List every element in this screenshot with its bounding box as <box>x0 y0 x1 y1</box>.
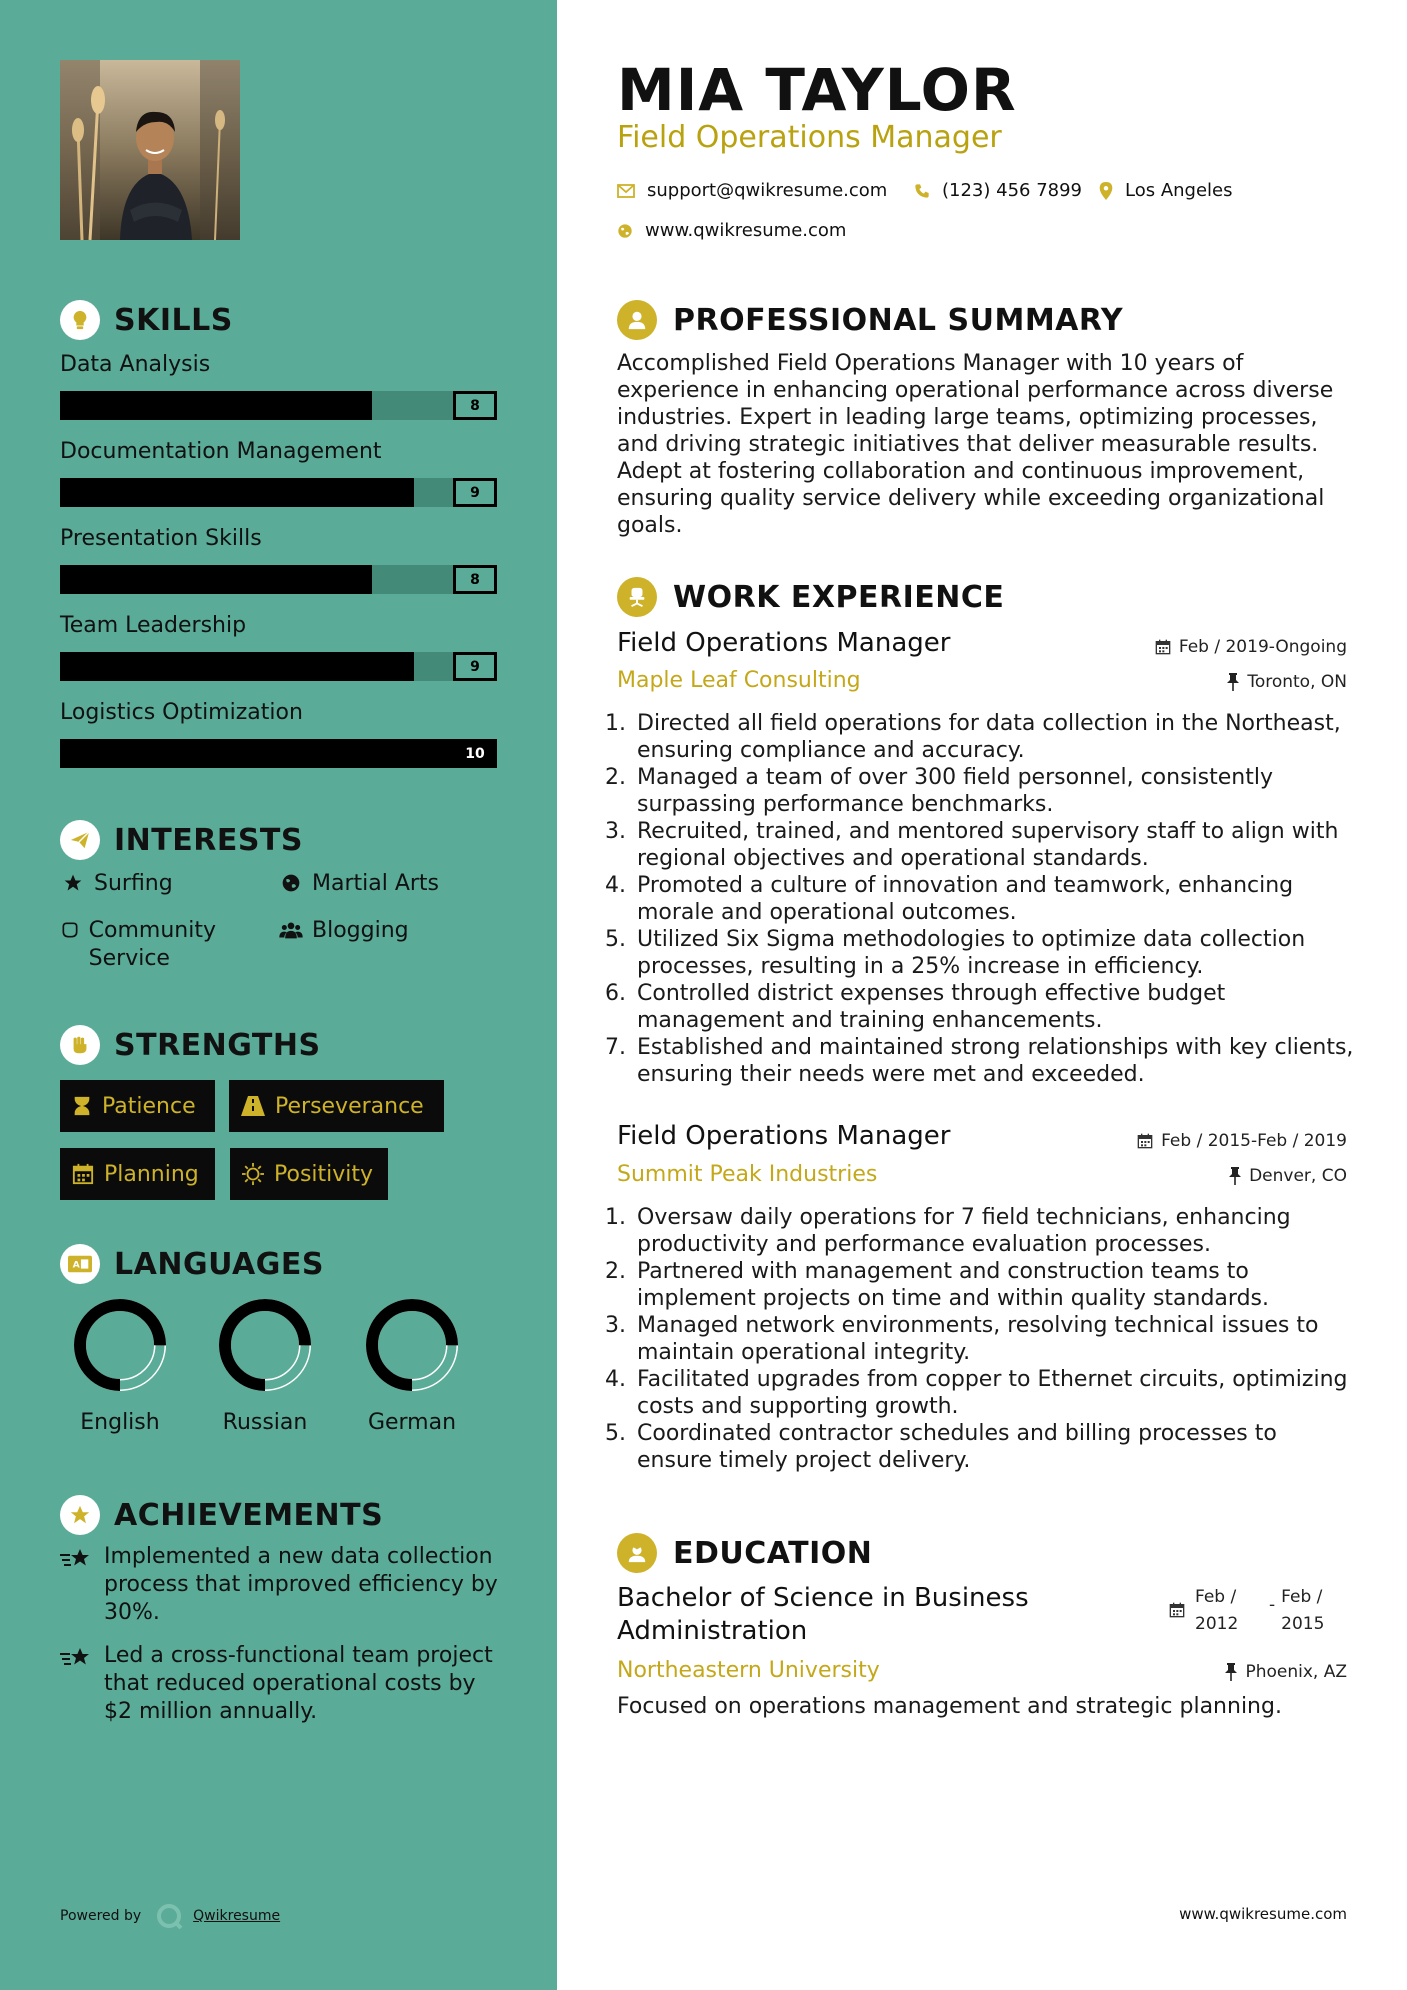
achievement-item: Led a cross-functional team project that reduced operational costs by $2 million annually. <box>60 1642 500 1726</box>
strength-badge: Planning <box>60 1148 215 1200</box>
contact-phone[interactable]: (123) 456 7899 <box>914 180 1082 201</box>
languages-heading: A LANGUAGES <box>60 1244 324 1284</box>
skill-bar-fill <box>60 565 372 594</box>
hourglass-icon <box>72 1095 92 1117</box>
paper-plane-icon <box>60 820 100 860</box>
company-name: Summit Peak Industries <box>617 1162 878 1187</box>
contact-website[interactable]: www.qwikresume.com <box>617 220 846 241</box>
job-dates: Feb / 2019-Ongoing <box>1155 637 1347 657</box>
duty-item: 6. Controlled district expenses through effective budget management and training enhancements. <box>633 980 1357 1034</box>
calendar-icon <box>1169 1584 1185 1638</box>
skill-level: 10 <box>453 739 497 768</box>
profile-photo <box>60 60 240 240</box>
interests-heading: INTERESTS <box>60 820 303 860</box>
language-ring <box>73 1298 167 1392</box>
hand-icon <box>60 917 81 940</box>
skill-level: 8 <box>453 565 497 594</box>
strength-badge: Patience <box>60 1080 215 1132</box>
summary-heading: PROFESSIONAL SUMMARY <box>617 300 1123 340</box>
office-chair-icon <box>617 577 657 617</box>
skill-name: Documentation Management <box>60 439 382 464</box>
graduate-icon <box>617 1533 657 1573</box>
candidate-title: Field Operations Manager <box>617 120 1002 155</box>
user-icon <box>617 300 657 340</box>
achievement-item: Implemented a new data collection process that improved efficiency by 30%. <box>60 1543 500 1627</box>
sun-icon <box>242 1163 264 1185</box>
duty-item: 1. Oversaw daily operations for 7 field technicians, enhancing productivity and performance evaluation processes. <box>633 1204 1357 1258</box>
powered-by: Powered by Qwikresume <box>60 1902 280 1930</box>
education-location: Phoenix, AZ <box>1225 1662 1347 1682</box>
experience-heading: WORK EXPERIENCE <box>617 577 1004 617</box>
skill-name: Logistics Optimization <box>60 700 303 725</box>
language-item <box>347 1298 477 1435</box>
duty-item: 3. Managed network environments, resolving technical issues to maintain operational integrity. <box>633 1312 1357 1366</box>
skill-name: Team Leadership <box>60 613 247 638</box>
education-heading: EDUCATION <box>617 1533 872 1573</box>
contact-email[interactable]: support@qwikresume.com <box>617 180 887 201</box>
skill-bar-fill <box>60 391 372 420</box>
skill-bar <box>60 478 497 507</box>
skill-bar-fill <box>60 739 497 768</box>
duty-item: 5. Coordinated contractor schedules and billing processes to ensure timely project delivery. <box>633 1420 1357 1474</box>
footer-url[interactable]: www.qwikresume.com <box>1179 1905 1347 1923</box>
summary-text: Accomplished Field Operations Manager with 10 years of experience in enhancing operational performance across diverse industries. Expert in leading large teams, optimizing processes, and driving strategic initiatives that deliver measurable results. Adept at fostering collaboration and continuous improvement, ensuring quality service delivery while exceeding organizational goals. <box>617 351 1334 538</box>
svg-text:A: A <box>72 1259 80 1271</box>
duty-item: 4. Facilitated upgrades from copper to Ethernet circuits, optimizing costs and supporting growth. <box>633 1366 1357 1420</box>
duty-item: 4. Promoted a culture of innovation and teamwork, enhancing morale and operational outcomes. <box>633 872 1357 926</box>
main-content <box>557 0 1407 1990</box>
calendar-icon <box>1155 639 1171 655</box>
job-dates: Feb / 2015-Feb / 2019 <box>1137 1131 1347 1151</box>
skill-bar <box>60 652 497 681</box>
duty-item: 1. Directed all field operations for data collection in the Northeast, ensuring compliance and accuracy. <box>633 710 1357 764</box>
skill-level: 9 <box>453 478 497 507</box>
strengths-heading: STRENGTHS <box>60 1025 321 1065</box>
skill-level: 9 <box>453 652 497 681</box>
users-icon <box>278 917 304 940</box>
school-name: Northeastern University <box>617 1658 880 1683</box>
skill-bar <box>60 391 497 420</box>
duty-item: 7. Established and maintained strong relationships with key clients, ensuring their needs were met and exceeded. <box>633 1034 1357 1088</box>
strength-badge: Positivity <box>230 1148 388 1200</box>
skill-bar-fill <box>60 478 414 507</box>
job-location: Denver, CO <box>1229 1166 1347 1186</box>
duty-item: 5. Utilized Six Sigma methodologies to optimize data collection processes, resulting in a 25% increase in efficiency. <box>633 926 1357 980</box>
achievements-heading: ACHIEVEMENTS <box>60 1495 383 1535</box>
road-icon <box>241 1096 265 1116</box>
interest-item: Community Service <box>60 917 260 973</box>
pushpin-icon <box>1225 1663 1237 1681</box>
star-badge-icon <box>60 1495 100 1535</box>
pushpin-icon <box>1229 1167 1241 1185</box>
candidate-name: MIA TAYLOR <box>617 56 1017 124</box>
language-name: Russian <box>222 1410 308 1435</box>
skill-bar <box>60 565 497 594</box>
skill-bar <box>60 739 497 768</box>
skill-name: Presentation Skills <box>60 526 262 551</box>
globe-icon <box>617 223 633 239</box>
language-name: German <box>367 1410 457 1435</box>
interest-item: Martial Arts <box>278 870 439 898</box>
sidebar <box>0 0 557 1990</box>
phone-icon <box>914 183 930 199</box>
calendar-icon <box>72 1163 94 1185</box>
education-dates: Feb / 2012 - Feb / 2015 <box>1169 1584 1337 1638</box>
skill-level: 8 <box>453 391 497 420</box>
shooting-star-icon <box>60 1642 92 1678</box>
star-icon <box>60 870 86 893</box>
job-location: Toronto, ON <box>1227 672 1347 692</box>
qwikresume-logo-icon <box>155 1902 183 1930</box>
map-pin-icon <box>1099 182 1113 200</box>
language-card-icon <box>60 1244 100 1284</box>
education-degree: Bachelor of Science in Business Administration <box>617 1583 1029 1646</box>
shooting-star-icon <box>60 1543 92 1579</box>
language-name: English <box>80 1410 160 1435</box>
pushpin-icon <box>1227 673 1239 691</box>
interest-item: Blogging <box>278 917 409 945</box>
globe-icon <box>278 870 304 893</box>
job-title: Field Operations Manager <box>617 628 951 658</box>
duty-item: 2. Partnered with management and construction teams to implement projects on time and within quality standards. <box>633 1258 1357 1312</box>
skill-name: Data Analysis <box>60 352 211 377</box>
envelope-icon <box>617 184 635 198</box>
interest-item: Surfing <box>60 870 173 898</box>
lightbulb-icon <box>60 300 100 340</box>
qwikresume-link[interactable]: Qwikresume <box>193 1908 281 1924</box>
language-item <box>55 1298 185 1435</box>
job-duties <box>617 710 1357 1088</box>
skills-heading: SKILLS <box>60 300 233 340</box>
calendar-icon <box>1137 1133 1153 1149</box>
job-duties <box>617 1204 1357 1474</box>
duty-item: 2. Managed a team of over 300 field personnel, consistently surpassing performance benchmarks. <box>633 764 1357 818</box>
strength-badge: Perseverance <box>229 1080 444 1132</box>
contact-location: Los Angeles <box>1099 180 1233 201</box>
skill-bar-fill <box>60 652 414 681</box>
language-ring <box>218 1298 312 1392</box>
job-title: Field Operations Manager <box>617 1121 951 1151</box>
duty-item: 3. Recruited, trained, and mentored supervisory staff to align with regional objectives and operational standards. <box>633 818 1357 872</box>
company-name: Maple Leaf Consulting <box>617 668 861 693</box>
education-description: Focused on operations management and strategic planning. <box>617 1694 1282 1719</box>
language-item <box>200 1298 330 1435</box>
language-ring <box>365 1298 459 1392</box>
fist-icon <box>60 1025 100 1065</box>
